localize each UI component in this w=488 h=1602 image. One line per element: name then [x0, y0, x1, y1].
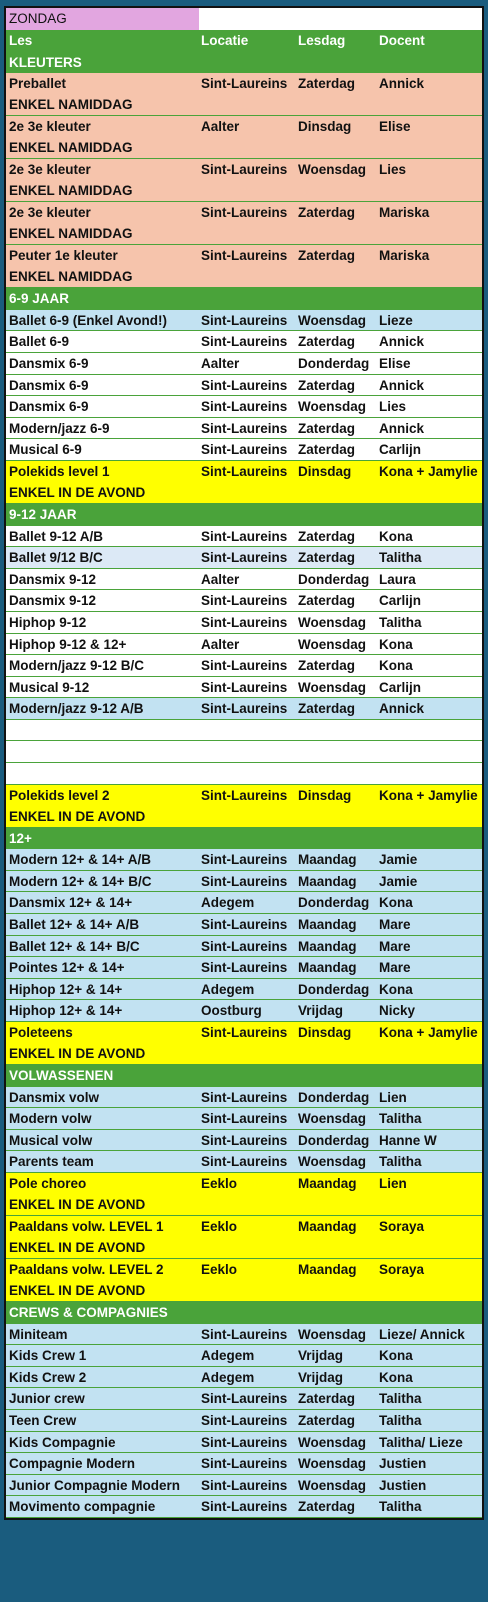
table-row [6, 871, 482, 893]
cell-locatie[interactable]: Aalter [201, 571, 240, 587]
cell-lesdag[interactable]: Zaterdag [298, 701, 356, 717]
cell-les[interactable]: Poleteens [9, 1025, 73, 1040]
cell-lesdag[interactable]: Zaterdag [298, 334, 356, 350]
cell-docent[interactable]: Talitha [379, 1154, 422, 1170]
cell-les[interactable]: Ballet 12+ & 14+ A/B [9, 917, 140, 933]
table-row [6, 1367, 482, 1389]
cell-locatie[interactable]: Aalter [201, 355, 240, 371]
table-row [6, 1216, 482, 1259]
cell-les[interactable]: Junior crew [9, 1391, 85, 1407]
cell-les[interactable]: Dansmix 9-12 [9, 571, 97, 587]
cell-lesdag[interactable]: Zaterdag [298, 658, 356, 674]
cell-docent[interactable]: Mariska [379, 248, 430, 264]
cell-les[interactable]: Ballet 9/12 B/C [9, 550, 103, 566]
row-note: ENKEL IN DE AVOND [9, 1239, 146, 1255]
table-row [6, 1324, 482, 1346]
cell-lesdag[interactable]: Maandag [298, 852, 357, 868]
cell-locatie[interactable]: Sint-Laureins [201, 463, 288, 479]
section-header [6, 828, 482, 850]
table-row [6, 612, 482, 634]
cell-docent[interactable]: Nicky [379, 1003, 416, 1019]
header-row [6, 30, 482, 52]
table-row [6, 396, 482, 418]
cell-les[interactable]: Dansmix 12+ & 14+ [9, 895, 133, 911]
cell-lesdag[interactable]: Dinsdag [298, 1025, 352, 1040]
cell-docent[interactable]: Annick [379, 701, 425, 717]
cell-lesdag[interactable]: Woensdag [298, 636, 367, 652]
cell-locatie[interactable]: Adegem [201, 981, 255, 997]
cell-locatie[interactable]: Sint-Laureins [201, 873, 288, 889]
cell-les[interactable]: Hiphop 12+ & 14+ [9, 981, 123, 997]
cell-docent[interactable]: Talitha [379, 1412, 422, 1428]
row-note: ENKEL NAMIDDAG [9, 97, 133, 113]
cell-docent[interactable]: Jamie [379, 852, 418, 868]
section-header [6, 1065, 482, 1087]
cell-lesdag[interactable]: Vrijdag [298, 1003, 344, 1019]
cell-docent[interactable]: Talitha/ Lieze [379, 1434, 463, 1450]
cell-docent[interactable]: Talitha [379, 550, 422, 566]
cell-lesdag[interactable]: Woensdag [298, 1154, 367, 1170]
table-row [6, 957, 482, 979]
cell-docent[interactable]: Justien [379, 1477, 427, 1493]
cell-docent[interactable]: Lien [379, 1089, 407, 1105]
row-note: ENKEL IN DE AVOND [9, 1196, 146, 1212]
table-row [6, 1151, 482, 1173]
cell-docent[interactable]: Annick [379, 377, 425, 393]
cell-les[interactable]: Pole choreo [9, 1175, 87, 1191]
cell-les[interactable]: Musical 9-12 [9, 679, 90, 695]
cell-locatie[interactable]: Adegem [201, 895, 255, 911]
cell-locatie[interactable]: Sint-Laureins [201, 399, 288, 415]
cell-les[interactable]: Polekids level 2 [9, 787, 110, 803]
table-row [6, 979, 482, 1001]
table-row [6, 202, 482, 245]
cell-lesdag[interactable]: Zaterdag [298, 593, 356, 609]
cell-lesdag[interactable]: Donderdag [298, 355, 370, 371]
table-row [6, 849, 482, 871]
cell-les[interactable]: Paaldans volw. LEVEL 1 [9, 1218, 164, 1234]
cell-les[interactable]: Miniteam [9, 1326, 68, 1342]
cell-locatie[interactable]: Sint-Laureins [201, 701, 288, 717]
cell-locatie[interactable]: Sint-Laureins [201, 76, 288, 92]
cell-lesdag[interactable]: Woensdag [298, 1456, 367, 1472]
cell-lesdag[interactable]: Zaterdag [298, 205, 356, 221]
schedule-body [6, 52, 482, 1518]
cell-les[interactable]: Modern/jazz 9-12 A/B [9, 701, 144, 717]
cell-locatie[interactable]: Sint-Laureins [201, 1132, 288, 1148]
cell-les[interactable]: Kids Crew 1 [9, 1348, 87, 1364]
cell-les[interactable]: Ballet 6-9 (Enkel Avond!) [9, 312, 168, 328]
table-row [6, 1345, 482, 1367]
cell-locatie[interactable]: Sint-Laureins [201, 248, 288, 264]
cell-les[interactable]: Dansmix 9-12 [9, 593, 97, 609]
cell-docent[interactable]: Kona + Jamylie [379, 787, 478, 803]
cell-lesdag[interactable]: Zaterdag [298, 377, 356, 393]
table-row [6, 310, 482, 332]
schedule-sheet [4, 6, 484, 1520]
cell-les[interactable]: Modern 12+ & 14+ A/B [9, 852, 152, 868]
cell-les[interactable]: Junior Compagnie Modern [9, 1477, 181, 1493]
cell-les[interactable]: Musical volw [9, 1132, 93, 1148]
cell-locatie[interactable]: Sint-Laureins [201, 1499, 288, 1515]
table-row [6, 1453, 482, 1475]
table-row [6, 1173, 482, 1216]
table-row [6, 720, 482, 742]
cell-docent[interactable]: Kona [379, 636, 413, 652]
cell-les[interactable]: 2e 3e kleuter [9, 162, 91, 178]
cell-les[interactable]: Teen Crew [9, 1412, 77, 1428]
cell-docent[interactable]: Lies [379, 162, 407, 178]
section-title[interactable]: CREWS & COMPAGNIES [9, 1304, 168, 1320]
cell-locatie[interactable]: Sint-Laureins [201, 658, 288, 674]
table-row [6, 1259, 482, 1302]
day-title-row [6, 8, 482, 30]
cell-locatie[interactable]: Sint-Laureins [201, 1089, 288, 1105]
cell-locatie[interactable]: Eeklo [201, 1175, 238, 1191]
table-row [6, 439, 482, 461]
cell-lesdag[interactable]: Zaterdag [298, 442, 356, 458]
cell-lesdag[interactable]: Vrijdag [298, 1348, 344, 1364]
cell-docent[interactable]: Soraya [379, 1218, 425, 1234]
day-title[interactable]: ZONDAG [6, 8, 199, 30]
cell-locatie[interactable]: Sint-Laureins [201, 1456, 288, 1472]
cell-lesdag[interactable]: Dinsdag [298, 119, 352, 135]
row-note: ENKEL IN DE AVOND [9, 484, 146, 500]
cell-docent[interactable]: Carlijn [379, 593, 422, 609]
cell-lesdag[interactable]: Maandag [298, 1218, 357, 1234]
table-row [6, 73, 482, 116]
table-row [6, 245, 482, 288]
table-row [6, 763, 482, 785]
cell-lesdag[interactable]: Zaterdag [298, 550, 356, 566]
cell-locatie[interactable]: Sint-Laureins [201, 550, 288, 566]
cell-locatie[interactable]: Sint-Laureins [201, 614, 288, 630]
cell-docent[interactable]: Jamie [379, 873, 418, 889]
cell-lesdag[interactable]: Woensdag [298, 1477, 367, 1493]
cell-locatie[interactable]: Sint-Laureins [201, 1111, 288, 1127]
cell-docent[interactable]: Kona + Jamylie [379, 1025, 478, 1040]
cell-docent[interactable]: Mare [379, 917, 411, 933]
cell-docent[interactable]: Carlijn [379, 442, 422, 458]
table-row [6, 1022, 482, 1065]
cell-locatie[interactable]: Sint-Laureins [201, 1434, 288, 1450]
table-row [6, 569, 482, 591]
cell-locatie[interactable]: Sint-Laureins [201, 960, 288, 976]
cell-lesdag[interactable]: Maandag [298, 873, 357, 889]
cell-locatie[interactable]: Adegem [201, 1369, 255, 1385]
cell-lesdag[interactable]: Vrijdag [298, 1369, 344, 1385]
cell-docent[interactable]: Kona [379, 528, 413, 544]
cell-docent[interactable]: Kona [379, 981, 413, 997]
section-header [6, 504, 482, 526]
header-les[interactable]: Les [9, 33, 33, 48]
cell-lesdag[interactable]: Woensdag [298, 1326, 367, 1342]
cell-lesdag[interactable]: Donderdag [298, 1089, 370, 1105]
cell-lesdag[interactable]: Zaterdag [298, 528, 356, 544]
cell-les[interactable]: Dansmix volw [9, 1089, 100, 1105]
section-header [6, 1302, 482, 1324]
table-row [6, 1432, 482, 1454]
cell-lesdag[interactable]: Zaterdag [298, 420, 356, 436]
cell-locatie[interactable]: Sint-Laureins [201, 528, 288, 544]
cell-lesdag[interactable]: Woensdag [298, 162, 367, 178]
cell-docent[interactable]: Annick [379, 76, 425, 92]
section-title[interactable]: VOLWASSENEN [9, 1068, 114, 1083]
table-row [6, 1130, 482, 1152]
table-row [6, 1108, 482, 1130]
cell-lesdag[interactable]: Maandag [298, 1175, 357, 1191]
cell-docent[interactable]: Talitha [379, 614, 422, 630]
cell-les[interactable]: Modern/jazz 6-9 [9, 420, 110, 436]
cell-lesdag[interactable]: Maandag [298, 1261, 357, 1277]
cell-docent[interactable]: Annick [379, 334, 425, 350]
cell-docent[interactable]: Lieze/ Annick [379, 1326, 465, 1342]
cell-les[interactable]: Hiphop 9-12 & 12+ [9, 636, 127, 652]
cell-lesdag[interactable]: Maandag [298, 960, 357, 976]
cell-les[interactable]: Parents team [9, 1154, 94, 1170]
table-row [6, 698, 482, 720]
cell-les[interactable]: Musical 6-9 [9, 442, 82, 458]
cell-locatie[interactable]: Eeklo [201, 1261, 238, 1277]
cell-locatie[interactable]: Sint-Laureins [201, 917, 288, 933]
cell-locatie[interactable]: Aalter [201, 119, 240, 135]
cell-lesdag[interactable]: Woensdag [298, 399, 367, 415]
section-title[interactable]: 6-9 JAAR [9, 291, 70, 307]
cell-les[interactable]: 2e 3e kleuter [9, 205, 91, 221]
cell-les[interactable]: Polekids level 1 [9, 463, 110, 479]
cell-docent[interactable]: Talitha [379, 1111, 422, 1127]
table-row [6, 526, 482, 548]
cell-les[interactable]: Ballet 6-9 [9, 334, 70, 350]
cell-docent[interactable]: Talitha [379, 1499, 422, 1515]
row-note: ENKEL IN DE AVOND [9, 1282, 146, 1298]
cell-lesdag[interactable]: Zaterdag [298, 76, 356, 92]
table-row [6, 1410, 482, 1432]
cell-lesdag[interactable]: Donderdag [298, 981, 370, 997]
cell-docent[interactable]: Kona + Jamylie [379, 463, 478, 479]
cell-les[interactable]: Paaldans volw. LEVEL 2 [9, 1261, 164, 1277]
cell-lesdag[interactable]: Woensdag [298, 1111, 367, 1127]
table-row [6, 785, 482, 828]
cell-lesdag[interactable]: Woensdag [298, 312, 367, 328]
row-note: ENKEL NAMIDDAG [9, 226, 133, 242]
cell-lesdag[interactable]: Dinsdag [298, 787, 352, 803]
cell-lesdag[interactable]: Dinsdag [298, 463, 352, 479]
cell-docent[interactable]: Mare [379, 938, 411, 954]
cell-docent[interactable]: Lies [379, 399, 407, 415]
cell-locatie[interactable]: Sint-Laureins [201, 1154, 288, 1170]
cell-les[interactable]: Compagnie Modern [9, 1456, 136, 1472]
cell-docent[interactable]: Mariska [379, 205, 430, 221]
cell-locatie[interactable]: Sint-Laureins [201, 442, 288, 458]
table-row [6, 1388, 482, 1410]
row-note: ENKEL NAMIDDAG [9, 269, 133, 285]
cell-locatie[interactable]: Sint-Laureins [201, 1412, 288, 1428]
cell-lesdag[interactable]: Donderdag [298, 895, 370, 911]
cell-docent[interactable]: Soraya [379, 1261, 425, 1277]
cell-les[interactable]: Ballet 9-12 A/B [9, 528, 104, 544]
cell-locatie[interactable]: Sint-Laureins [201, 1326, 288, 1342]
table-row [6, 461, 482, 504]
cell-docent[interactable]: Kona [379, 895, 413, 911]
cell-les[interactable]: Modern/jazz 9-12 B/C [9, 658, 145, 674]
cell-locatie[interactable]: Sint-Laureins [201, 938, 288, 954]
cell-les[interactable]: Modern volw [9, 1111, 92, 1127]
cell-docent[interactable]: Justien [379, 1456, 427, 1472]
cell-les[interactable]: Hiphop 12+ & 14+ [9, 1003, 123, 1019]
cell-locatie[interactable]: Sint-Laureins [201, 420, 288, 436]
cell-docent[interactable]: Annick [379, 420, 425, 436]
cell-docent[interactable]: Elise [379, 119, 411, 135]
cell-les[interactable]: Hiphop 9-12 [9, 614, 87, 630]
cell-docent[interactable]: Lieze [379, 312, 413, 328]
table-row [6, 547, 482, 569]
cell-locatie[interactable]: Sint-Laureins [201, 593, 288, 609]
cell-lesdag[interactable]: Maandag [298, 938, 357, 954]
table-row [6, 634, 482, 656]
table-row [6, 677, 482, 699]
cell-lesdag[interactable]: Donderdag [298, 1132, 370, 1148]
section-header [6, 52, 482, 74]
cell-docent[interactable]: Hanne W [379, 1132, 437, 1148]
cell-les[interactable]: Pointes 12+ & 14+ [9, 960, 125, 976]
cell-les[interactable]: Dansmix 6-9 [9, 355, 89, 371]
cell-lesdag[interactable]: Donderdag [298, 571, 370, 587]
table-row [6, 936, 482, 958]
section-title[interactable]: 9-12 JAAR [9, 506, 77, 522]
section-header [6, 288, 482, 310]
cell-locatie[interactable]: Sint-Laureins [201, 377, 288, 393]
cell-les[interactable]: Ballet 12+ & 14+ B/C [9, 938, 140, 954]
cell-docent[interactable]: Elise [379, 355, 411, 371]
cell-docent[interactable]: Laura [379, 571, 416, 587]
cell-les[interactable]: Kids Compagnie [9, 1434, 116, 1450]
cell-lesdag[interactable]: Woensdag [298, 1434, 367, 1450]
cell-les[interactable]: 2e 3e kleuter [9, 119, 91, 135]
cell-docent[interactable]: Carlijn [379, 679, 422, 695]
cell-lesdag[interactable]: Zaterdag [298, 1391, 356, 1407]
section-title[interactable]: KLEUTERS [9, 54, 82, 70]
cell-les[interactable]: Modern 12+ & 14+ B/C [9, 873, 152, 889]
table-row [6, 1087, 482, 1109]
cell-locatie[interactable]: Sint-Laureins [201, 1025, 288, 1040]
cell-lesdag[interactable]: Zaterdag [298, 1412, 356, 1428]
cell-lesdag[interactable]: Zaterdag [298, 1499, 356, 1515]
cell-docent[interactable]: Lien [379, 1175, 407, 1191]
cell-locatie[interactable]: Sint-Laureins [201, 312, 288, 328]
header-locatie[interactable]: Locatie [201, 33, 249, 48]
cell-lesdag[interactable]: Woensdag [298, 614, 367, 630]
cell-locatie[interactable]: Sint-Laureins [201, 1477, 288, 1493]
table-row [6, 1496, 482, 1518]
cell-lesdag[interactable]: Woensdag [298, 679, 367, 695]
cell-les[interactable]: Dansmix 6-9 [9, 377, 89, 393]
cell-docent[interactable]: Talitha [379, 1391, 422, 1407]
cell-les[interactable]: Peuter 1e kleuter [9, 248, 118, 264]
cell-locatie[interactable]: Sint-Laureins [201, 852, 288, 868]
cell-lesdag[interactable]: Maandag [298, 917, 357, 933]
table-row [6, 375, 482, 397]
row-note: ENKEL NAMIDDAG [9, 140, 133, 156]
table-row [6, 331, 482, 353]
cell-locatie[interactable]: Sint-Laureins [201, 205, 288, 221]
header-docent[interactable]: Docent [379, 33, 425, 48]
cell-locatie[interactable]: Sint-Laureins [201, 162, 288, 178]
cell-locatie[interactable]: Sint-Laureins [201, 1391, 288, 1407]
cell-docent[interactable]: Kona [379, 1369, 413, 1385]
cell-locatie[interactable]: Oostburg [201, 1003, 262, 1019]
table-row [6, 159, 482, 202]
row-note: ENKEL IN DE AVOND [9, 808, 146, 824]
table-row [6, 914, 482, 936]
cell-locatie[interactable]: Aalter [201, 636, 240, 652]
cell-locatie[interactable]: Adegem [201, 1348, 255, 1364]
cell-lesdag[interactable]: Zaterdag [298, 248, 356, 264]
cell-les[interactable]: Kids Crew 2 [9, 1369, 87, 1385]
table-row [6, 892, 482, 914]
cell-docent[interactable]: Mare [379, 960, 411, 976]
cell-les[interactable]: Dansmix 6-9 [9, 399, 89, 415]
table-row [6, 655, 482, 677]
table-row [6, 116, 482, 159]
table-row [6, 1000, 482, 1022]
table-row [6, 353, 482, 375]
cell-les[interactable]: Preballet [9, 76, 67, 92]
table-row [6, 590, 482, 612]
cell-docent[interactable]: Kona [379, 1348, 413, 1364]
table-row [6, 418, 482, 440]
row-note: ENKEL IN DE AVOND [9, 1046, 146, 1061]
cell-locatie[interactable]: Sint-Laureins [201, 679, 288, 695]
cell-les[interactable]: Movimento compagnie [9, 1499, 156, 1515]
row-note: ENKEL NAMIDDAG [9, 183, 133, 199]
table-row [6, 741, 482, 763]
header-lesdag[interactable]: Lesdag [298, 33, 346, 48]
cell-locatie[interactable]: Eeklo [201, 1218, 238, 1234]
cell-docent[interactable]: Kona [379, 658, 413, 674]
table-row [6, 1475, 482, 1497]
cell-locatie[interactable]: Sint-Laureins [201, 334, 288, 350]
cell-locatie[interactable]: Sint-Laureins [201, 787, 288, 803]
section-title[interactable]: 12+ [9, 830, 32, 846]
